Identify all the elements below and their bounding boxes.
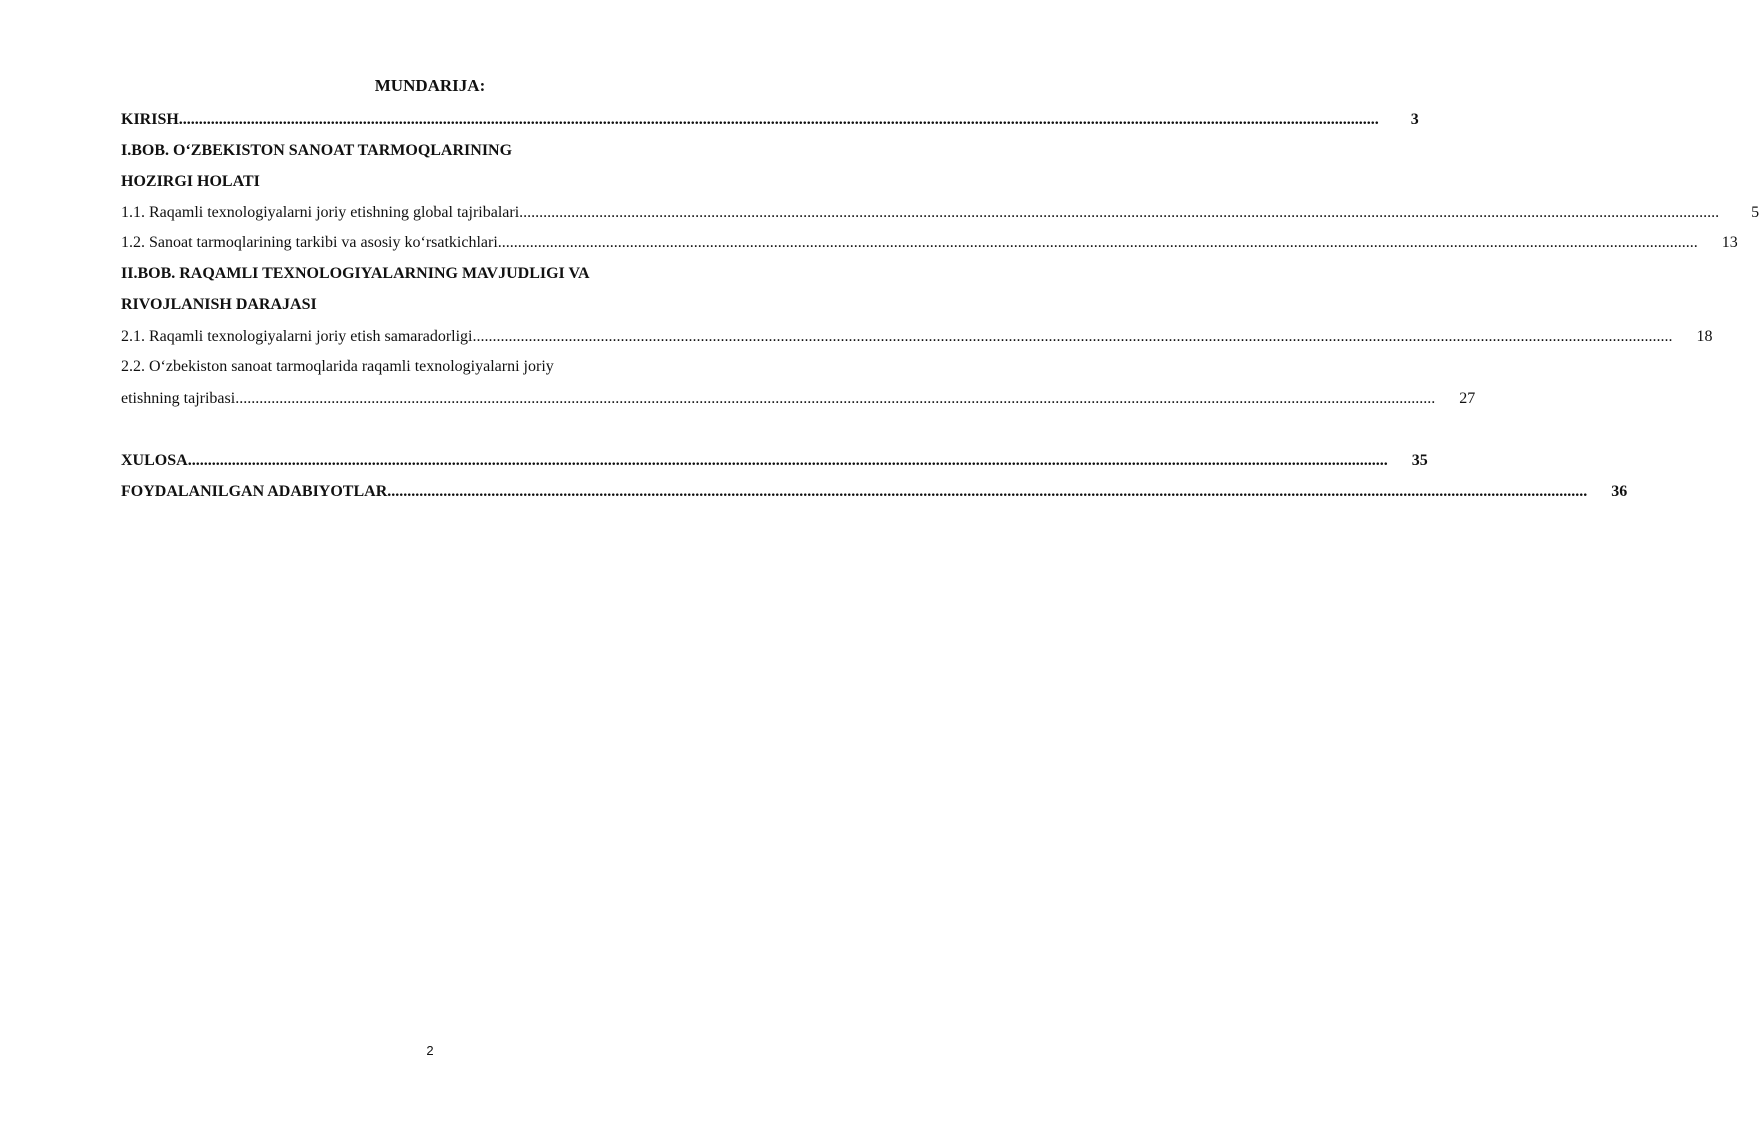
dot-leader: ............................................................................................................................................................................................................................................................................................................ bbox=[472, 328, 1673, 345]
toc-entry-text: 1.1. Raqamli texnologiyalarni joriy etishning global tajribalari bbox=[121, 204, 520, 221]
toc-entry-page: 27 bbox=[1459, 390, 1476, 407]
toc-entry-text: RIVOJLANISH DARAJASI bbox=[121, 296, 317, 313]
toc-entry-text: 1.2. Sanoat tarmoqlarining tarkibi va asosiy ko‘rsatkichlari bbox=[121, 234, 498, 251]
toc-entry-page: 3 bbox=[1410, 111, 1419, 128]
dot-leader: ............................................................................................................................................................................................................................................................................................................ bbox=[497, 234, 1698, 251]
dot-leader: ............................................................................................................................................................................................................................................................................................................ bbox=[519, 204, 1720, 221]
toc-entry-page: 13 bbox=[1721, 234, 1738, 251]
toc-entry-text: I.BOB. O‘ZBEKISTON SANOAT TARMOQLARINING bbox=[121, 142, 513, 159]
toc-entry-text: II.BOB. RAQAMLI TEXNOLOGIYALARNING MAVJUDLIGI VA bbox=[121, 265, 590, 282]
toc-chapter-1-line-2[interactable] bbox=[121, 168, 757, 192]
dot-leader: ............................................................................................................................................................................................................................................................................................................ bbox=[187, 452, 1388, 469]
toc-entry-kirish[interactable] bbox=[121, 106, 1419, 130]
toc-entry-1-2[interactable] bbox=[121, 229, 1738, 253]
toc-entry-text: HOZIRGI HOLATI bbox=[121, 173, 260, 190]
toc-entry-2-2-line-1[interactable] bbox=[121, 353, 757, 377]
dot-leader: ............................................................................................................................................................................................................................................................................................................ bbox=[387, 483, 1588, 500]
toc-entry-page: 18 bbox=[1696, 328, 1713, 345]
toc-entry-text: XULOSA bbox=[121, 452, 188, 469]
toc-entry-text: KIRISH bbox=[121, 111, 179, 128]
toc-chapter-2-line-2[interactable] bbox=[121, 291, 757, 315]
toc-entry-1-1[interactable] bbox=[121, 199, 1759, 223]
toc-entry-page: 36 bbox=[1611, 483, 1628, 500]
dot-leader: ............................................................................................................................................................................................................................................................................................................ bbox=[178, 111, 1379, 128]
dot-leader: ............................................................................................................................................................................................................................................................................................................ bbox=[235, 390, 1436, 407]
toc-entry-text: etishning tajribasi bbox=[121, 390, 236, 407]
toc-entry-text: FOYDALANILGAN ADABIYOTLAR bbox=[121, 483, 388, 500]
toc-entry-2-2-line-2[interactable] bbox=[121, 385, 1476, 409]
toc-entry-adabiyotlar[interactable] bbox=[121, 478, 1628, 502]
toc-title: MUNDARIJA: bbox=[374, 76, 486, 95]
toc-chapter-1-line-1[interactable] bbox=[121, 137, 757, 161]
toc-chapter-2-line-1[interactable] bbox=[121, 260, 757, 284]
toc-entry-page: 35 bbox=[1411, 452, 1428, 469]
toc-entry-xulosa[interactable] bbox=[121, 447, 1428, 471]
page-number: 2 bbox=[426, 1043, 434, 1058]
toc-entry-page: 5 bbox=[1751, 204, 1759, 221]
toc-entry-text: 2.2. O‘zbekiston sanoat tarmoqlarida raqamli texnologiyalarni joriy bbox=[121, 358, 554, 375]
toc-entry-text: 2.1. Raqamli texnologiyalarni joriy etish samaradorligi bbox=[121, 328, 473, 345]
toc-entry-2-1[interactable] bbox=[121, 323, 1713, 347]
